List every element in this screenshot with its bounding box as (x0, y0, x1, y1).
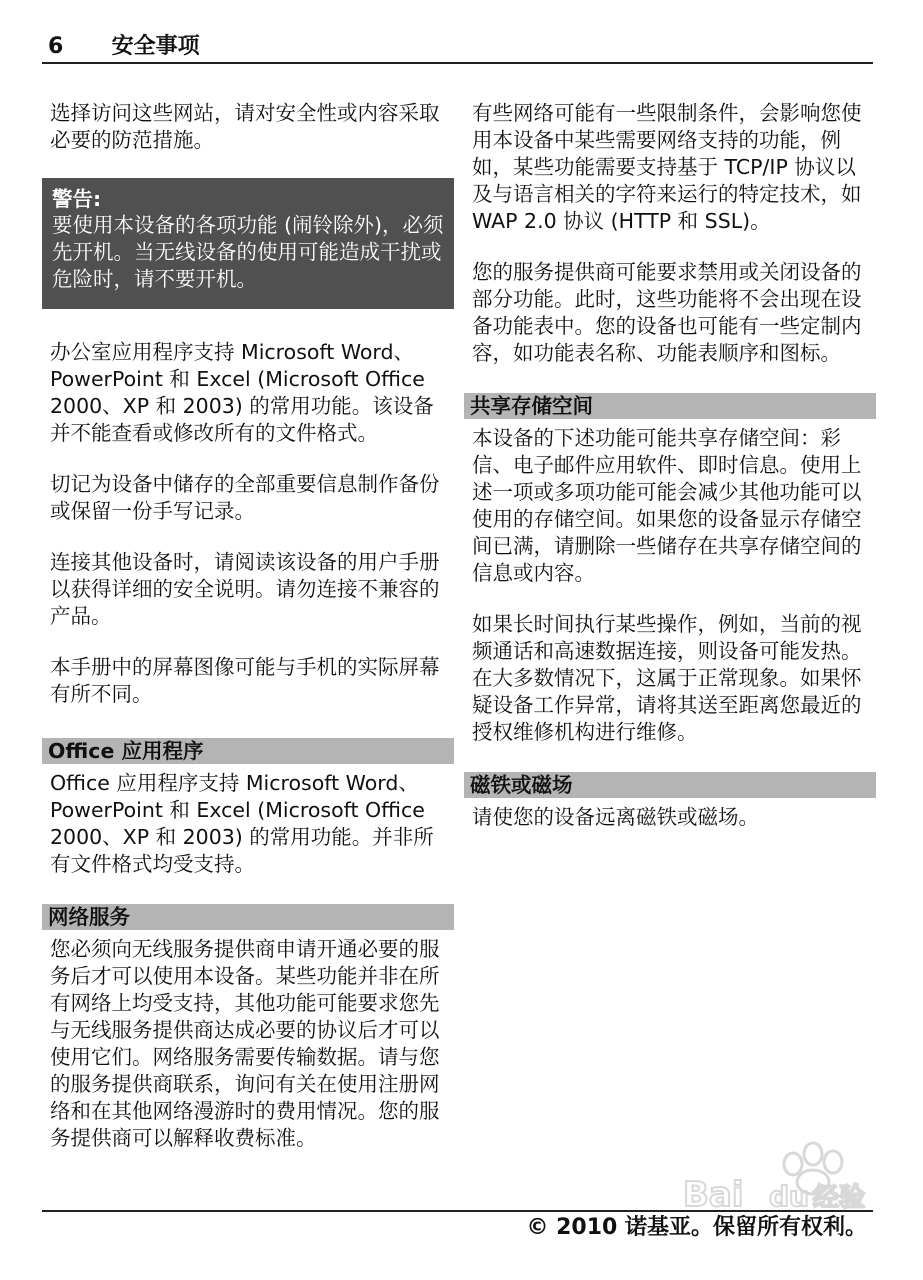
footer-rule (42, 1210, 873, 1212)
paragraph-shared-memory: 本设备的下述功能可能共享存储空间：彩信、电子邮件应用软件、即时信息。使用上述一项或多项功能可能会减少其他功能可以使用的存储空间。如果您的设备显示存储空间已满，请删除一些储存在共享存储空间的信息或内容。 (472, 426, 862, 585)
warning-text: 要使用本设备的各项功能 (闹铃除外)，必须先开机。当无线设备的使用可能造成干扰或危险时，请不要开机。 (52, 213, 444, 291)
svg-text:经验: 经验 (813, 1183, 866, 1213)
warning-box (42, 178, 454, 309)
svg-text:Bai: Bai (683, 1175, 744, 1215)
baidu-watermark (673, 1130, 873, 1220)
warning-title: 警告: (52, 187, 102, 211)
paragraph-backup: 切记为设备中储存的全部重要信息制作备份或保留一份手写记录。 (50, 472, 440, 523)
left-column (46, 100, 450, 1176)
paragraph-connect-devices: 连接其他设备时，请阅读该设备的用户手册以获得详细的安全说明。请勿连接不兼容的产品。 (50, 550, 440, 628)
section-heading-network: 网络服务 (42, 904, 454, 930)
paragraph-office-apps: Office 应用程序支持 Microsoft Word、PowerPoint 和 Excel (Microsoft Office 2000、XP 和 2003) 的常用功能。并非所有文件格式均受支持。 (50, 771, 434, 876)
svg-text:du: du (769, 1180, 809, 1213)
paw-print-icon (673, 1130, 873, 1220)
paragraph-screen-images: 本手册中的屏幕图像可能与手机的实际屏幕有所不同。 (50, 655, 440, 706)
section-heading-magnet: 磁铁或磁场 (464, 772, 876, 798)
paragraph-magnet: 请使您的设备远离磁铁或磁场。 (472, 805, 759, 829)
section-heading-shared-memory: 共享存储空间 (464, 393, 876, 419)
section-heading-office: Office 应用程序 (42, 738, 454, 764)
section-title: 安全事项 (111, 34, 200, 59)
intro-paragraph: 选择访问这些网站，请对安全性或内容采取必要的防范措施。 (50, 101, 440, 152)
right-column (468, 100, 872, 855)
paragraph-network-services: 您必须向无线服务提供商申请开通必要的服务后才可以使用本设备。某些功能并非在所有网络上均受支持，其他功能可能要求您先与无线服务提供商达成必要的协议后才可以使用它们。网络服务需要传输数据。请与您的服务提供商联系，询问有关在使用注册网络和在其他网络漫游时的费用情况。您的服务提供商可以解释收费标准。 (50, 937, 440, 1150)
paragraph-network-limits: 有些网络可能有一些限制条件，会影响您使用本设备中某些需要网络支持的功能，例如，某些功能需要支持基于 TCP/IP 协议以及与语言相关的字符来运行的特定技术，如 WAP 2.0 协议 (HTTP 和 SSL)。 (472, 101, 862, 233)
paragraph-provider-disable: 您的服务提供商可能要求禁用或关闭设备的部分功能。此时，这些功能将不会出现在设备功能表中。您的设备也可能有一些定制内容，如功能表名称、功能表顺序和图标。 (472, 260, 862, 365)
copyright-notice: © 2010 诺基亚。保留所有权利。 (526, 1215, 867, 1240)
paragraph-office-support: 办公室应用程序支持 Microsoft Word、PowerPoint 和 Excel (Microsoft Office 2000、XP 和 2003) 的常用功能。该设备并不能查看或修改所有的文件格式。 (50, 340, 434, 445)
page-header (42, 34, 873, 64)
paragraph-device-heat: 如果长时间执行某些操作，例如，当前的视频通话和高速数据连接，则设备可能发热。在大多数情况下，这属于正常现象。如果怀疑设备工作异常，请将其送至距离您最近的授权维修机构进行维修。 (472, 612, 862, 744)
page-number: 6 (48, 34, 64, 59)
